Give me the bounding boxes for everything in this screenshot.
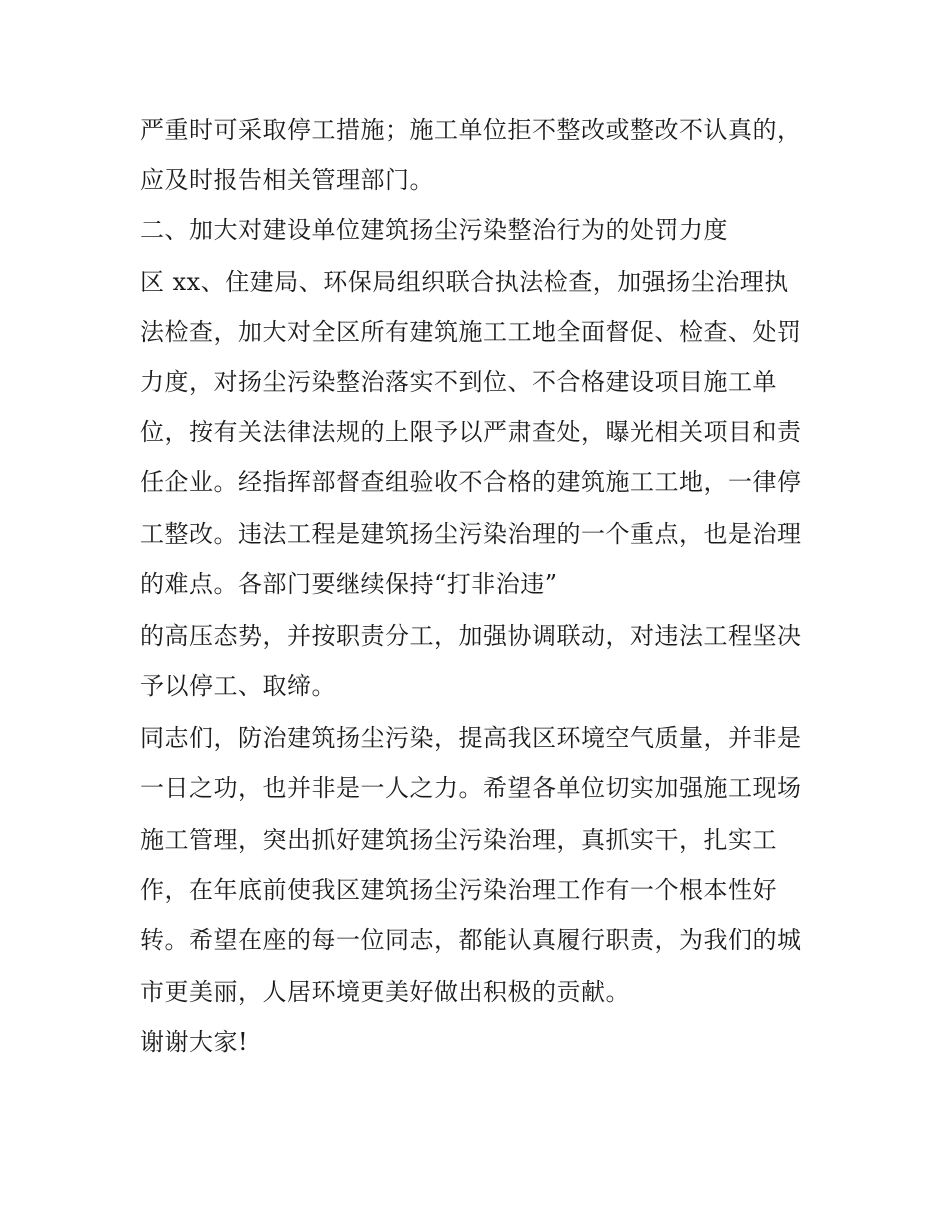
- closing-line: 谢谢大家!: [140, 1028, 249, 1056]
- text-line: 的难点。各部门要继续保持“打非治违”: [140, 570, 558, 598]
- text-line: 的高压态势，并按职责分工，加强协调联动，对违法工程坚决: [140, 622, 802, 650]
- section-heading: 二、加大对建设单位建筑扬尘污染整治行为的处罚力度: [140, 216, 728, 244]
- text-line: 予以停工、取缔。: [140, 672, 336, 700]
- text-line: 转。希望在座的每一位同志，都能认真履行职责，为我们的城: [140, 926, 802, 954]
- text-line: 市更美丽，人居环境更美好做出积极的贡献。: [140, 978, 630, 1006]
- text-line: 一日之功，也并非是一人之力。希望各单位切实加强施工现场: [140, 774, 802, 802]
- text-line: 任企业。经指挥部督查组验收不合格的建筑施工工地，一律停: [140, 468, 802, 496]
- text-line: 应及时报告相关管理部门。: [140, 166, 434, 194]
- text-line: 作，在年底前使我区建筑扬尘污染治理工作有一个根本性好: [140, 876, 777, 904]
- text-line: 区 xx、住建局、环保局组织联合执法检查，加强扬尘治理执: [140, 268, 789, 296]
- text-line: 同志们，防治建筑扬尘污染，提高我区环境空气质量，并非是: [140, 724, 802, 752]
- text-line: 力度，对扬尘污染整治落实不到位、不合格建设项目施工单: [140, 368, 777, 396]
- text-line: 工整改。违法工程是建筑扬尘污染治理的一个重点，也是治理: [140, 520, 802, 548]
- text-line: 施工管理，突出抓好建筑扬尘污染治理，真抓实干，扎实工: [140, 826, 777, 854]
- text-line: 法检查，加大对全区所有建筑施工工地全面督促、检查、处罚: [140, 318, 802, 346]
- text-line: 位，按有关法律法规的上限予以严肃查处，曝光相关项目和责: [140, 418, 802, 446]
- text-line: 严重时可采取停工措施；施工单位拒不整改或整改不认真的，: [140, 116, 802, 144]
